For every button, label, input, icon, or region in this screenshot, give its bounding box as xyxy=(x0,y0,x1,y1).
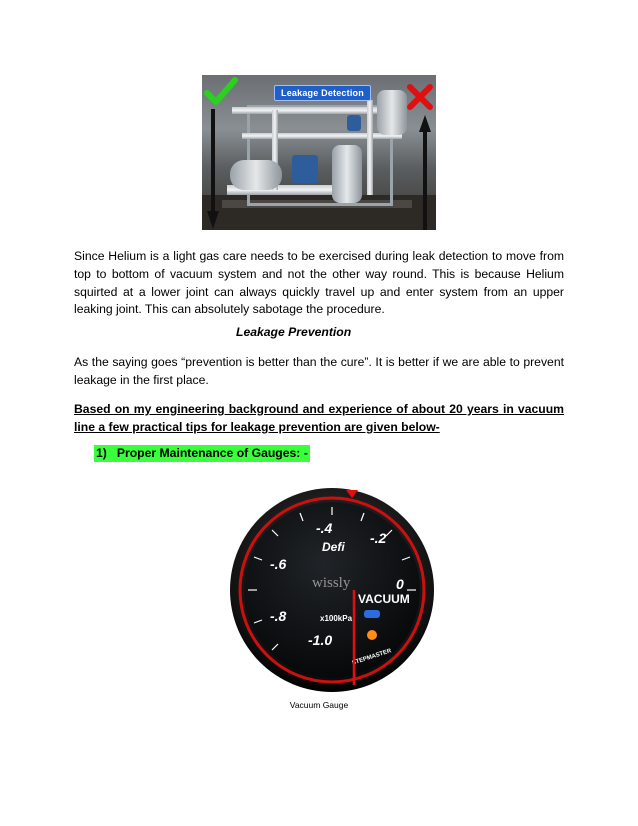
gauge-maker: STEPMASTER xyxy=(351,648,393,667)
photo-motor xyxy=(292,155,318,183)
paragraph-tips-intro: Based on my engineering background and experience of about 20 years in vacuum line a few practical tips for leakage prevention are given below- xyxy=(74,402,564,434)
gauge-tick-label: -.6 xyxy=(270,556,287,572)
list-item-text: Proper Maintenance of Gauges: - xyxy=(116,446,308,460)
gauge-led-blue xyxy=(364,610,380,618)
vacuum-gauge xyxy=(224,485,440,695)
leak-detection-photo xyxy=(202,75,436,230)
gauge-tick-label: -1.0 xyxy=(308,632,333,648)
vacuum-gauge-image xyxy=(224,485,440,695)
list-item-number: 1) xyxy=(96,446,107,460)
section-heading: Leakage Prevention xyxy=(236,325,352,339)
gauge-unit: x100kPa xyxy=(320,614,353,623)
arrow-down-icon xyxy=(207,109,219,229)
photo-tank xyxy=(332,145,362,203)
paragraph-prevention: As the saying goes “prevention is better than the cure”. It is better if we are able to prevent leakage in the first place. xyxy=(74,355,564,387)
cross-icon xyxy=(406,83,434,111)
photo-pump xyxy=(230,160,282,190)
photo-valve xyxy=(347,115,361,131)
gauge-led-orange xyxy=(367,630,377,640)
gauge-watermark: wissly xyxy=(312,575,351,591)
arrow-up-icon xyxy=(419,115,431,230)
leakage-detection-banner: Leakage Detection xyxy=(274,85,371,101)
photo-pipe xyxy=(242,133,402,139)
paragraph-helium: Since Helium is a light gas care needs to be exercised during leak detection to move from top to bottom of vacuum system and not the other way round. This is because Helium squirted at a lower joint can always quickly travel up and enter system from an upper leaking joint. This can absolutely sabotage the procedure. xyxy=(74,249,564,317)
gauge-tick-label: -.4 xyxy=(316,520,333,536)
figure-caption: Vacuum Gauge xyxy=(289,700,349,710)
photo-tank xyxy=(377,90,407,135)
gauge-label: VACUUM xyxy=(358,592,410,606)
gauge-tick-label: -.8 xyxy=(270,608,287,624)
list-item-gauges xyxy=(94,445,310,462)
photo-pipe xyxy=(367,100,373,195)
gauge-brand: Defi xyxy=(322,540,345,554)
gauge-tick-label: 0 xyxy=(396,576,404,592)
gauge-tick-label: -.2 xyxy=(370,530,387,546)
check-icon xyxy=(204,77,238,107)
